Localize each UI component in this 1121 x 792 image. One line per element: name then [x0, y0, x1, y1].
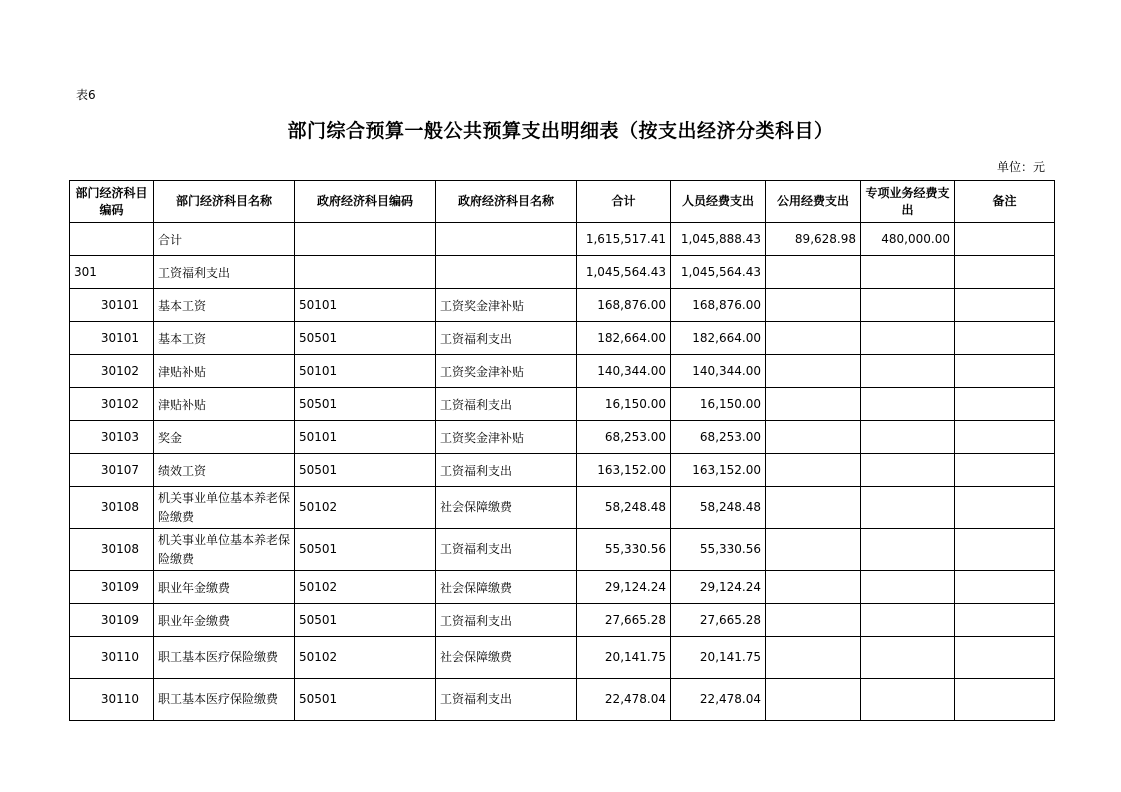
total-cell: 16,150.00	[577, 388, 671, 421]
gov-name-cell: 工资福利支出	[436, 679, 577, 721]
table-row	[70, 604, 1055, 637]
header-dept-code: 部门经济科目编码	[70, 181, 154, 223]
gov-code-cell: 50101	[295, 421, 436, 454]
personnel-cell: 1,045,564.43	[671, 256, 766, 289]
note-cell	[955, 355, 1055, 388]
gov-name-cell: 工资福利支出	[436, 388, 577, 421]
header-note: 备注	[955, 181, 1055, 223]
public-cell	[766, 388, 861, 421]
special-cell	[861, 571, 955, 604]
table-row	[70, 256, 1055, 289]
table-row	[70, 322, 1055, 355]
dept-name-cell: 机关事业单位基本养老保险缴费	[154, 487, 295, 529]
dept-name-cell: 津贴补贴	[154, 388, 295, 421]
personnel-cell: 163,152.00	[671, 454, 766, 487]
dept-code-cell: 30109	[70, 604, 154, 637]
public-cell: 89,628.98	[766, 223, 861, 256]
dept-code-cell: 30101	[70, 322, 154, 355]
table-row	[70, 355, 1055, 388]
header-total: 合计	[577, 181, 671, 223]
table-row	[70, 289, 1055, 322]
dept-code-cell: 30109	[70, 571, 154, 604]
dept-name-cell: 绩效工资	[154, 454, 295, 487]
special-cell	[861, 289, 955, 322]
special-cell	[861, 604, 955, 637]
gov-code-cell: 50501	[295, 454, 436, 487]
dept-code-cell: 30102	[70, 355, 154, 388]
header-dept-name: 部门经济科目名称	[154, 181, 295, 223]
dept-name-cell: 工资福利支出	[154, 256, 295, 289]
gov-code-cell: 50501	[295, 529, 436, 571]
page-title: 部门综合预算一般公共预算支出明细表（按支出经济分类科目）	[287, 120, 834, 142]
public-cell	[766, 487, 861, 529]
public-cell	[766, 355, 861, 388]
gov-name-cell	[436, 223, 577, 256]
table-row	[70, 679, 1055, 721]
gov-code-cell: 50501	[295, 388, 436, 421]
gov-code-cell	[295, 223, 436, 256]
table-label: 表6	[76, 88, 96, 102]
special-cell	[861, 487, 955, 529]
public-cell	[766, 454, 861, 487]
note-cell	[955, 289, 1055, 322]
gov-name-cell: 工资奖金津补贴	[436, 289, 577, 322]
dept-code-cell: 30103	[70, 421, 154, 454]
personnel-cell: 140,344.00	[671, 355, 766, 388]
special-cell	[861, 454, 955, 487]
public-cell	[766, 529, 861, 571]
dept-code-cell: 30101	[70, 289, 154, 322]
dept-name-cell: 合计	[154, 223, 295, 256]
total-cell: 1,615,517.41	[577, 223, 671, 256]
total-cell: 55,330.56	[577, 529, 671, 571]
note-cell	[955, 679, 1055, 721]
dept-name-cell: 基本工资	[154, 289, 295, 322]
total-cell: 168,876.00	[577, 289, 671, 322]
personnel-cell: 29,124.24	[671, 571, 766, 604]
header-row	[70, 181, 1055, 223]
public-cell	[766, 637, 861, 679]
header-gov-code: 政府经济科目编码	[295, 181, 436, 223]
public-cell	[766, 571, 861, 604]
special-cell	[861, 322, 955, 355]
table-row	[70, 529, 1055, 571]
gov-code-cell: 50102	[295, 637, 436, 679]
personnel-cell: 168,876.00	[671, 289, 766, 322]
special-cell	[861, 637, 955, 679]
note-cell	[955, 487, 1055, 529]
public-cell	[766, 256, 861, 289]
personnel-cell: 27,665.28	[671, 604, 766, 637]
public-cell	[766, 604, 861, 637]
note-cell	[955, 421, 1055, 454]
total-cell: 182,664.00	[577, 322, 671, 355]
personnel-cell: 68,253.00	[671, 421, 766, 454]
gov-code-cell	[295, 256, 436, 289]
dept-name-cell: 职业年金缴费	[154, 571, 295, 604]
gov-name-cell: 工资福利支出	[436, 529, 577, 571]
personnel-cell: 58,248.48	[671, 487, 766, 529]
gov-name-cell: 工资福利支出	[436, 454, 577, 487]
dept-name-cell: 津贴补贴	[154, 355, 295, 388]
unit-label: 单位：元	[996, 160, 1045, 174]
personnel-cell: 22,478.04	[671, 679, 766, 721]
gov-code-cell: 50101	[295, 355, 436, 388]
header-special: 专项业务经费支出	[861, 181, 955, 223]
total-cell: 58,248.48	[577, 487, 671, 529]
note-cell	[955, 637, 1055, 679]
personnel-cell: 20,141.75	[671, 637, 766, 679]
gov-code-cell: 50501	[295, 322, 436, 355]
dept-name-cell: 职工基本医疗保险缴费	[154, 637, 295, 679]
table-row	[70, 223, 1055, 256]
personnel-cell: 1,045,888.43	[671, 223, 766, 256]
personnel-cell: 55,330.56	[671, 529, 766, 571]
note-cell	[955, 256, 1055, 289]
special-cell	[861, 355, 955, 388]
gov-name-cell: 社会保障缴费	[436, 571, 577, 604]
dept-code-cell: 30108	[70, 529, 154, 571]
table-row	[70, 454, 1055, 487]
gov-name-cell: 工资奖金津补贴	[436, 355, 577, 388]
gov-code-cell: 50101	[295, 289, 436, 322]
note-cell	[955, 388, 1055, 421]
special-cell: 480,000.00	[861, 223, 955, 256]
public-cell	[766, 421, 861, 454]
personnel-cell: 182,664.00	[671, 322, 766, 355]
dept-code-cell: 30108	[70, 487, 154, 529]
dept-name-cell: 职工基本医疗保险缴费	[154, 679, 295, 721]
special-cell	[861, 529, 955, 571]
table-row	[70, 421, 1055, 454]
public-cell	[766, 289, 861, 322]
dept-code-cell: 30110	[70, 637, 154, 679]
dept-code-cell	[70, 223, 154, 256]
note-cell	[955, 454, 1055, 487]
note-cell	[955, 529, 1055, 571]
table-row	[70, 571, 1055, 604]
gov-name-cell: 工资福利支出	[436, 322, 577, 355]
header-gov-name: 政府经济科目名称	[436, 181, 577, 223]
gov-code-cell: 50102	[295, 487, 436, 529]
total-cell: 140,344.00	[577, 355, 671, 388]
note-cell	[955, 223, 1055, 256]
total-cell: 29,124.24	[577, 571, 671, 604]
dept-code-cell: 30107	[70, 454, 154, 487]
table-row	[70, 487, 1055, 529]
dept-name-cell: 职业年金缴费	[154, 604, 295, 637]
gov-name-cell: 社会保障缴费	[436, 637, 577, 679]
public-cell	[766, 679, 861, 721]
gov-code-cell: 50501	[295, 679, 436, 721]
table-row	[70, 637, 1055, 679]
gov-code-cell: 50102	[295, 571, 436, 604]
special-cell	[861, 256, 955, 289]
note-cell	[955, 571, 1055, 604]
gov-name-cell: 工资奖金津补贴	[436, 421, 577, 454]
total-cell: 163,152.00	[577, 454, 671, 487]
dept-name-cell: 机关事业单位基本养老保险缴费	[154, 529, 295, 571]
total-cell: 20,141.75	[577, 637, 671, 679]
special-cell	[861, 388, 955, 421]
total-cell: 27,665.28	[577, 604, 671, 637]
dept-code-cell: 301	[70, 256, 154, 289]
gov-code-cell: 50501	[295, 604, 436, 637]
table-row	[70, 388, 1055, 421]
header-personnel: 人员经费支出	[671, 181, 766, 223]
total-cell: 1,045,564.43	[577, 256, 671, 289]
gov-name-cell	[436, 256, 577, 289]
special-cell	[861, 421, 955, 454]
note-cell	[955, 322, 1055, 355]
dept-name-cell: 奖金	[154, 421, 295, 454]
dept-code-cell: 30110	[70, 679, 154, 721]
note-cell	[955, 604, 1055, 637]
special-cell	[861, 679, 955, 721]
header-public: 公用经费支出	[766, 181, 861, 223]
total-cell: 68,253.00	[577, 421, 671, 454]
gov-name-cell: 社会保障缴费	[436, 487, 577, 529]
total-cell: 22,478.04	[577, 679, 671, 721]
gov-name-cell: 工资福利支出	[436, 604, 577, 637]
budget-table	[69, 180, 1055, 721]
personnel-cell: 16,150.00	[671, 388, 766, 421]
dept-name-cell: 基本工资	[154, 322, 295, 355]
public-cell	[766, 322, 861, 355]
dept-code-cell: 30102	[70, 388, 154, 421]
